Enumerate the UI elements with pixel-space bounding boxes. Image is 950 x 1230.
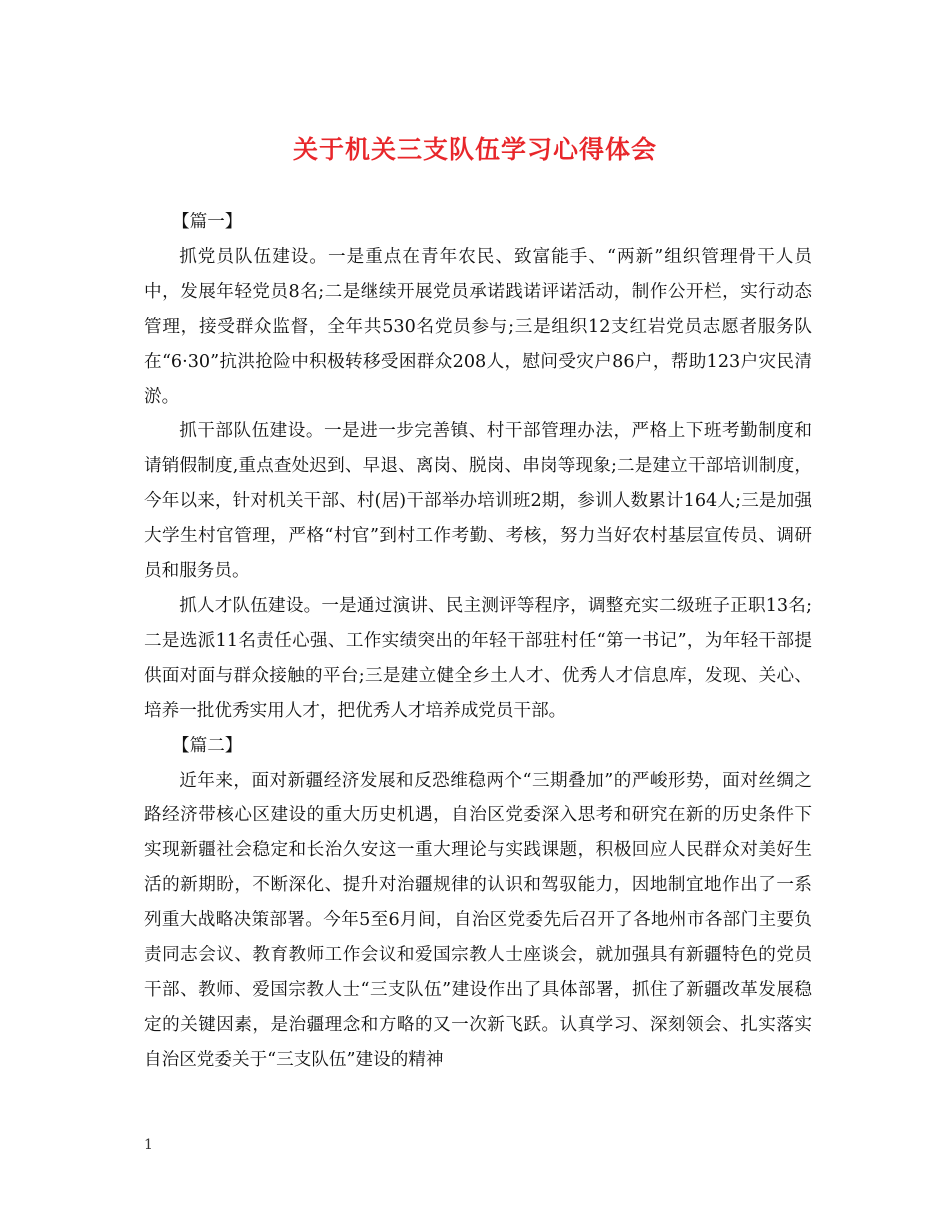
document-body xyxy=(144,205,812,1078)
page-number: 1 xyxy=(144,1137,153,1153)
paragraph-xinjiang-three-teams: 近年来，面对新疆经济发展和反恐维稳两个“三期叠加”的严峻形势，面对丝绸之路经济带核心区建设的重大历史机遇，自治区党委深入思考和研究在新的历史条件下实现新疆社会稳定和长治久安这一重大理论与实践课题，积极回应人民群众对美好生活的新期盼，不断深化、提升对治疆规律的认识和驾驭能力，因地制宜地作出了一系列重大战略决策部署。今年5至6月间，自治区党委先后召开了各地州市各部门主要负责同志会议、教育教师工作会议和爱国宗教人士座谈会，就加强具有新疆特色的党员干部、教师、爱国宗教人士“三支队伍”建设作出了具体部署，抓住了新疆改革发展稳定的关键因素，是治疆理念和方略的又一次新飞跃。认真学习、深刻领会、扎实落实自治区党委关于“三支队伍”建设的精神 xyxy=(144,770,812,1070)
paragraph-party-member-team: 抓党员队伍建设。一是重点在青年农民、致富能手、“两新”组织管理骨干人员中，发展年轻党员8名;二是继续开展党员承诺践诺评诺活动，制作公开栏，实行动态管理，接受群众监督，全年共530名党员参与;三是组织12支红岩党员志愿者服务队在“6·30”抗洪抢险中积极转移受困群众208人，慰问受灾户86户，帮助123户灾民清淤。 xyxy=(144,246,812,407)
document-title: 关于机关三支队伍学习心得体会 xyxy=(292,135,657,164)
paragraph-cadre-team: 抓干部队伍建设。一是进一步完善镇、村干部管理办法，严格上下班考勤制度和请销假制度,重点查处迟到、早退、离岗、脱岗、串岗等现象;二是建立干部培训制度，今年以来，针对机关干部、村(居)干部举办培训班2期，参训人数累计164人;三是加强大学生村官管理，严格“村官”到村工作考勤、考核，努力当好农村基层宣传员、调研员和服务员。 xyxy=(144,421,812,582)
paragraph-talent-team: 抓人才队伍建设。一是通过演讲、民主测评等程序，调整充实二级班子正职13名;二是选派11名责任心强、工作实绩突出的年轻干部驻村任“第一书记”，为年轻干部提供面对面与群众接触的平台;三是建立健全乡土人才、优秀人才信息库，发现、关心、培养一批优秀实用人才，把优秀人才培养成党员干部。 xyxy=(144,595,812,721)
section-label-1: 【篇一】 xyxy=(172,212,243,232)
section-label-2: 【篇二】 xyxy=(172,735,243,756)
